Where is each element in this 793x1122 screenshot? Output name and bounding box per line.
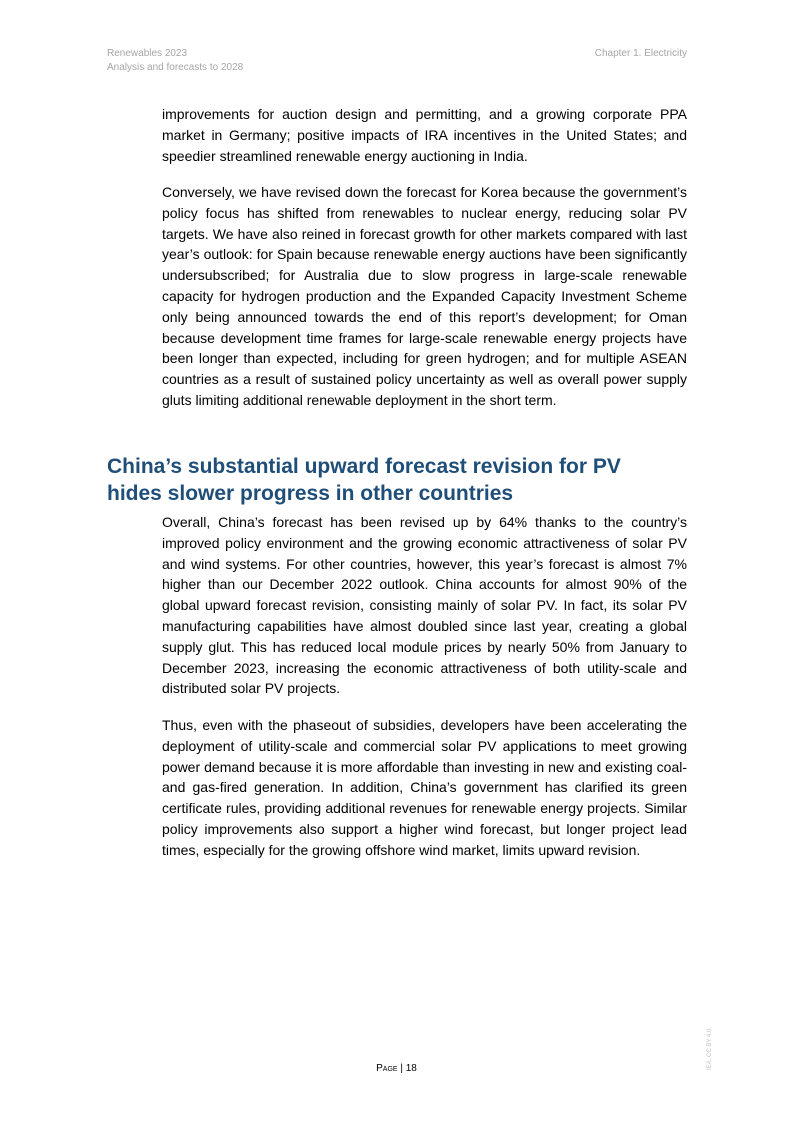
section-heading: [107, 453, 667, 507]
page-separator: |: [400, 1063, 403, 1074]
report-title: Renewables 2023: [107, 48, 188, 59]
section-paragraph: Overall, China’s forecast has been revised up by 64% thanks to the country’s improved policy environment and the growing economic attractiveness of solar PV and wind systems. For other countries, however, this year’s forecast is almost 7% higher than our December 2022 outlook. China accounts for almost 90% of the global upward forecast revision, consisting mainly of solar PV. In fact, its solar PV manufacturing capabilities have almost doubled since last year, creating a global supply glut. This has reduced local module prices by nearly 50% from January to December 2023, increasing the economic attractiveness of both utility-scale and distributed solar PV projects.: [162, 514, 687, 697]
page-label: Page: [376, 1063, 398, 1074]
section-heading-line: hides slower progress in other countries: [107, 482, 514, 505]
license-notice: IEA. CC BY 4.0.: [707, 1027, 713, 1070]
section-paragraph: Thus, even with the phaseout of subsidies, developers have been accelerating the deployment of utility-scale and commercial solar PV applications to meet growing power demand because it is more affordable than investing in new and existing coal- and gas-fired generation. In addition, China’s government has clarified its green certificate rules, providing additional revenues for renewable energy projects. Similar policy improvements also support a higher wind forecast, but longer project lead times, especially for the growing offshore wind market, limits upward revision.: [162, 717, 687, 858]
page-number: 18: [405, 1063, 417, 1074]
page-footer: [0, 1063, 793, 1074]
report-subtitle: Analysis and forecasts to 2028: [107, 61, 244, 73]
section-heading-line: China’s substantial upward forecast revision for PV: [107, 455, 621, 478]
running-header-left: [107, 47, 243, 74]
body-paragraph: Conversely, we have revised down the forecast for Korea because the government’s policy focus has shifted from renewables to nuclear energy, reducing solar PV targets. We have also reined in forecast growth for other markets compared with last year’s outlook: for Spain because renewable energy auctions have been significantly undersubscribed; for Australia due to slow progress in large-scale renewable capacity for hydrogen production and the Expanded Capacity Investment Scheme only being announced towards the end of this report’s development; for Oman because development time frames for large-scale renewable energy projects have been longer than expected, including for green hydrogen; and for multiple ASEAN countries as a result of sustained policy uncertainty as well as overall power supply gluts limiting additional renewable deployment in the short term.: [162, 184, 687, 408]
chapter-title: Chapter 1. Electricity: [594, 48, 687, 59]
body-paragraph: improvements for auction design and permitting, and a growing corporate PPA market in Germany; positive impacts of IRA incentives in the United States; and speedier streamlined renewable energy auctioning in India.: [162, 106, 687, 164]
